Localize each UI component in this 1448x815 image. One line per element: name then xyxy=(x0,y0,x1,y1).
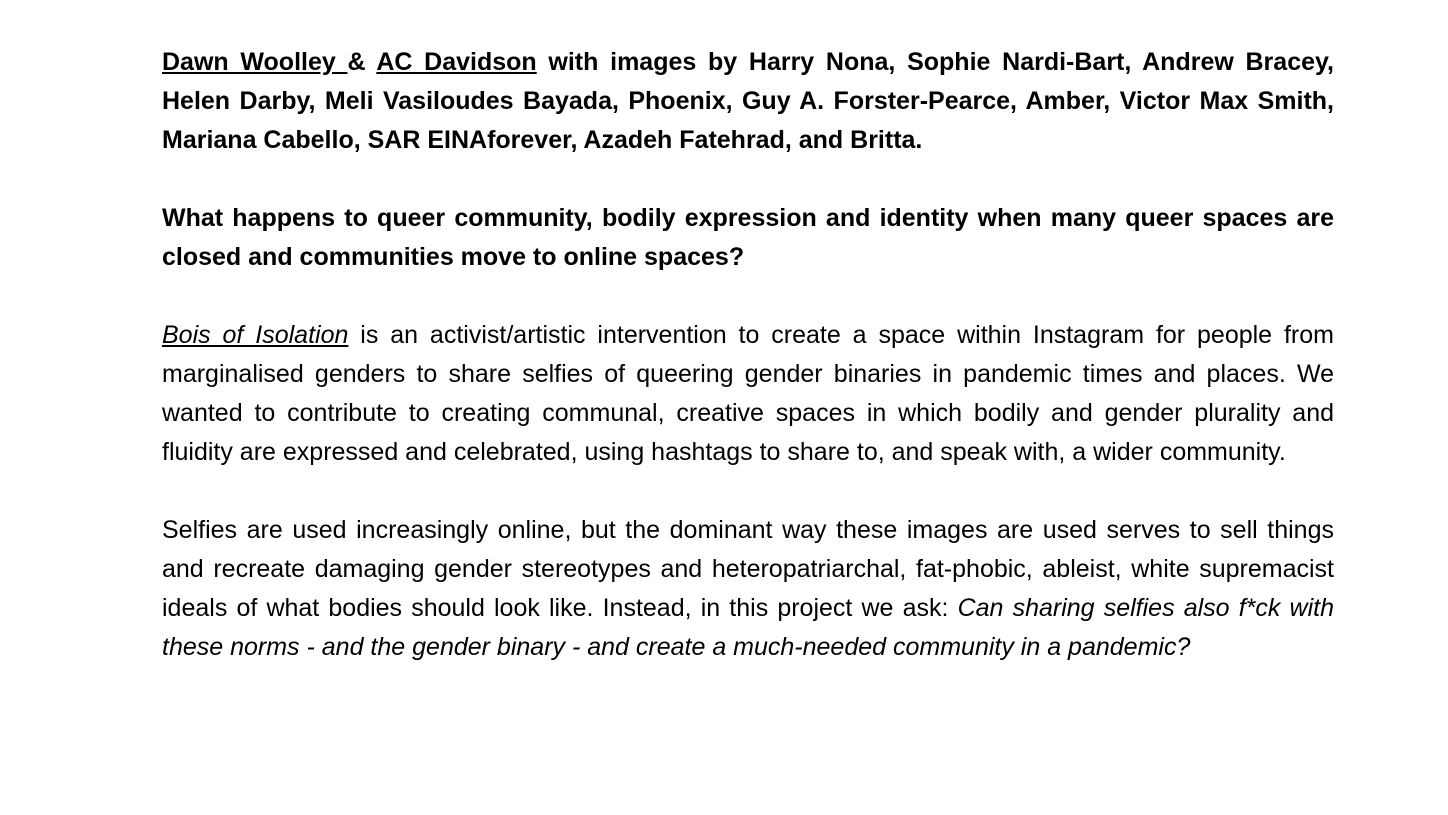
credits-contributors: with images by Harry Nona, Sophie Nardi-Bart, Andrew Bracey, Helen Darby, Meli Vasiloudes Bayada, Phoenix, Guy A. Forster-Pearce, Amber, Victor Max Smith, Mariana Cabello, SAR EINAforever, Azadeh Fatehrad, and Britta. xyxy=(162,48,1334,154)
document-body xyxy=(162,43,1334,667)
author-link-dawn-woolley[interactable]: Dawn Woolley xyxy=(162,48,348,76)
credits-paragraph xyxy=(162,43,1334,160)
intro-paragraph xyxy=(162,316,1334,472)
credits-ampersand: & xyxy=(347,48,377,76)
lead-question: What happens to queer community, bodily expression and identity when many queer spaces are closed and communities move to online spaces? xyxy=(162,204,1334,271)
selfies-paragraph xyxy=(162,511,1334,667)
intro-text: is an activist/artistic intervention to create a space within Instagram for people from marginalised genders to share selfies of queering gender binaries in pandemic times and places. We wanted to contribute to creating communal, creative spaces in which bodily and gender plurality and fluidity are expressed and celebrated, using hashtags to share to, and speak with, a wider community. xyxy=(162,321,1334,466)
selfies-text: Selfies are used increasingly online, but the dominant way these images are used serves to sell things and recreate damaging gender stereotypes and heteropatriarchal, fat-phobic, ableist, white supremacist ideals of what bodies should look like. Instead, in this project we ask: xyxy=(162,516,1334,622)
author-link-ac-davidson[interactable]: AC Davidson xyxy=(376,48,537,76)
project-title-link[interactable]: Bois of Isolation xyxy=(162,321,349,349)
selfies-question: Can sharing selfies also f*ck with these norms - and the gender binary - and create a much-needed community in a pandemic? xyxy=(162,594,1334,661)
